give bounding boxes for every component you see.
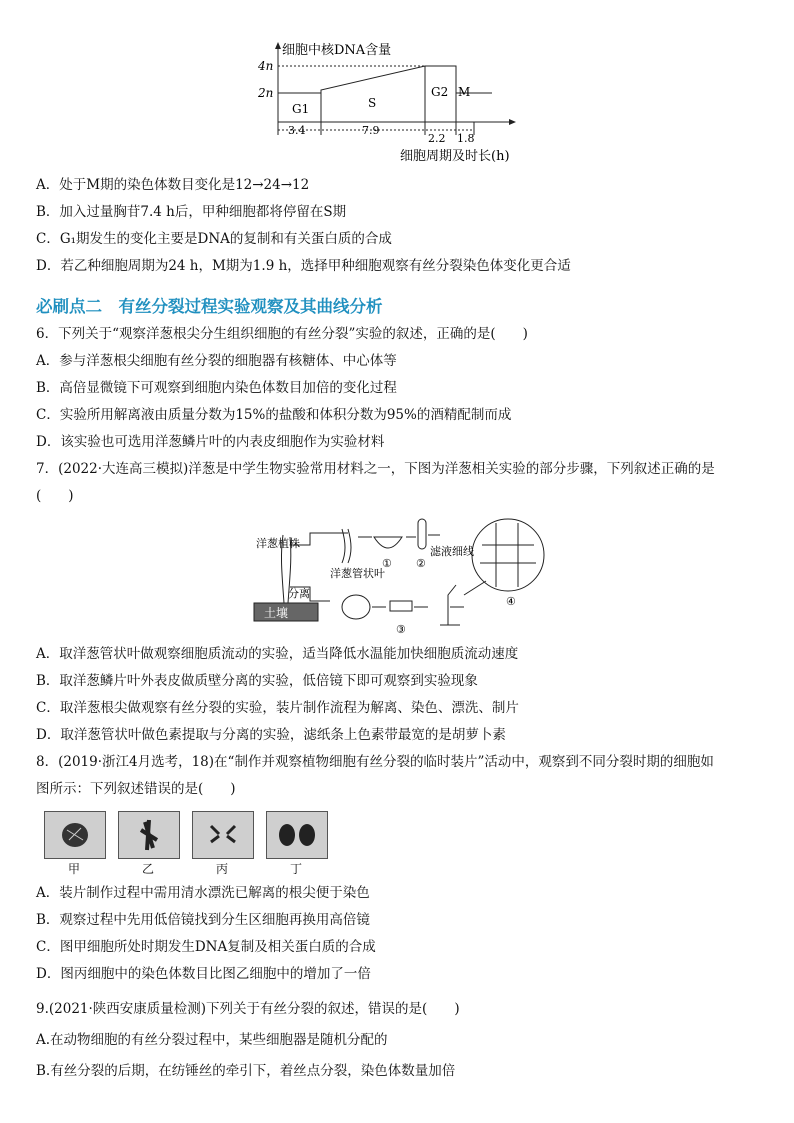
- x-arrow: [509, 119, 516, 125]
- y-arrow: [275, 42, 281, 49]
- q6-option-b: B．高倍显微镜下可观察到细胞内染色体数目加倍的变化过程: [36, 380, 397, 396]
- q6-option-a: A．参与洋葱根尖细胞有丝分裂的细胞器有核糖体、中心体等: [36, 353, 397, 369]
- duration-g1: 3.4: [288, 124, 306, 137]
- microscope-icon: [440, 585, 464, 625]
- arrow-scope-view: [464, 581, 486, 595]
- duration-g2: 2.2: [428, 132, 446, 145]
- q8-stem-line2: 图所示：下列叙述错误的是( ): [36, 781, 236, 797]
- step-4: ④: [506, 595, 516, 608]
- q5-option-c: C．G₁期发生的变化主要是DNA的复制和有关蛋白质的合成: [36, 231, 392, 247]
- soil-label: 土壤: [264, 606, 289, 620]
- q9-stem: 9.(2021·陕西安康质量检测)下列关于有丝分裂的叙述，错误的是( ): [36, 1001, 460, 1017]
- view-cell-grid: [480, 523, 536, 587]
- tube-leaf-label: 洋葱管状叶: [330, 567, 385, 580]
- duration-s: 7.9: [362, 124, 380, 137]
- q5-option-a: A．处于M期的染色体数目变化是12→24→12: [36, 177, 310, 193]
- step-1: ①: [382, 557, 392, 570]
- q7-stem-line1: 7．(2022·大连高三模拟)洋葱是中学生物实验常用材料之一，下图为洋葱相关实验的部分步骤，下列叙述正确的是: [36, 461, 715, 477]
- caption-yi: 乙: [141, 862, 154, 876]
- tubular-leaf: [342, 529, 351, 563]
- section-heading: 必刷点二 有丝分裂过程实验观察及其曲线分析: [36, 297, 383, 316]
- duration-m: 1.8: [457, 132, 475, 145]
- separate-label: 分离: [288, 587, 310, 600]
- phase-g1: G1: [292, 102, 310, 116]
- q7-option-a: A．取洋葱管状叶做观察细胞质流动的实验，适当降低水温能加快细胞质流动速度: [36, 646, 519, 662]
- q8-option-b: B．观察过程中先用低倍镜找到分生区细胞再换用高倍镜: [36, 912, 370, 928]
- test-tube-icon: [418, 519, 426, 549]
- q8-option-a: A．装片制作过程中需用清水漂洗已解离的根尖便于染色: [36, 885, 370, 901]
- phase-s: S: [368, 96, 377, 110]
- q6-option-c: C．实验所用解离液由质量分数为15%的盐酸和体积分数为95%的酒精配制而成: [36, 407, 512, 423]
- y-tick-4n: 4n: [258, 59, 274, 73]
- mortar-icon: [374, 537, 402, 548]
- q7-option-b: B．取洋葱鳞片叶外表皮做质壁分离的实验，低倍镜下即可观察到实验现象: [36, 673, 478, 689]
- x-axis-title: 细胞周期及时长(h): [400, 149, 510, 164]
- q6-option-d: D．该实验也可选用洋葱鳞片叶的内表皮细胞作为实验材料: [36, 434, 385, 450]
- phase-m: M: [458, 85, 471, 99]
- cell-image-bing: [192, 811, 254, 859]
- cell-image-yi: [118, 811, 180, 859]
- q5-option-d: D．若乙种细胞周期为24 h，M期为1.9 h，选择甲种细胞观察有丝分裂染色体变化更合适: [36, 258, 571, 274]
- microscope-view: [472, 519, 544, 591]
- caption-ding: 丁: [289, 862, 302, 876]
- q7-option-c: C．取洋葱根尖做观察有丝分裂的实验，装片制作流程为解离、染色、漂洗、制片: [36, 700, 519, 716]
- onion-bulb-icon: [342, 595, 370, 619]
- y-tick-2n: 2n: [258, 86, 274, 100]
- slide-icon: [390, 601, 412, 611]
- q7-stem-line2: ( ): [36, 488, 74, 504]
- q8-option-d: D．图丙细胞中的染色体数目比图乙细胞中的增加了一倍: [36, 966, 371, 982]
- cell-image-ding: [266, 811, 328, 859]
- filtrate-label: 滤液细线: [430, 545, 474, 558]
- q9-option-a: A.在动物细胞的有丝分裂过程中，某些细胞器是随机分配的: [36, 1032, 388, 1048]
- q6-stem: 6．下列关于“观察洋葱根尖分生组织细胞的有丝分裂”实验的叙述，正确的是( ): [36, 326, 528, 342]
- phase-g2: G2: [431, 85, 449, 99]
- caption-bing: 丙: [215, 862, 228, 876]
- caption-jia: 甲: [67, 862, 80, 876]
- onion-experiment-figure: [250, 515, 550, 637]
- step-2: ②: [416, 557, 426, 570]
- q8-stem-line1: 8．(2019·浙江4月选考，18)在“制作并观察植物细胞有丝分裂的临时装片”活动中，观察到不同分裂时期的细胞如: [36, 754, 714, 770]
- dna-content-figure: [250, 40, 550, 168]
- y-axis-title: 细胞中核DNA含量: [282, 43, 392, 58]
- q5-option-b: B．加入过量胸苷7.4 h后，甲种细胞都将停留在S期: [36, 204, 347, 220]
- cell-image-jia: [44, 811, 106, 859]
- q9-option-b: B.有丝分裂的后期，在纺锤丝的牵引下，着丝点分裂，染色体数量加倍: [36, 1063, 456, 1079]
- q8-option-c: C．图甲细胞所处时期发生DNA复制及相关蛋白质的合成: [36, 939, 376, 955]
- q7-option-d: D．取洋葱管状叶做色素提取与分离的实验，滤纸条上色素带最宽的是胡萝卜素: [36, 727, 506, 743]
- step-3: ③: [396, 623, 406, 636]
- plant-label: 洋葱植株: [256, 537, 300, 550]
